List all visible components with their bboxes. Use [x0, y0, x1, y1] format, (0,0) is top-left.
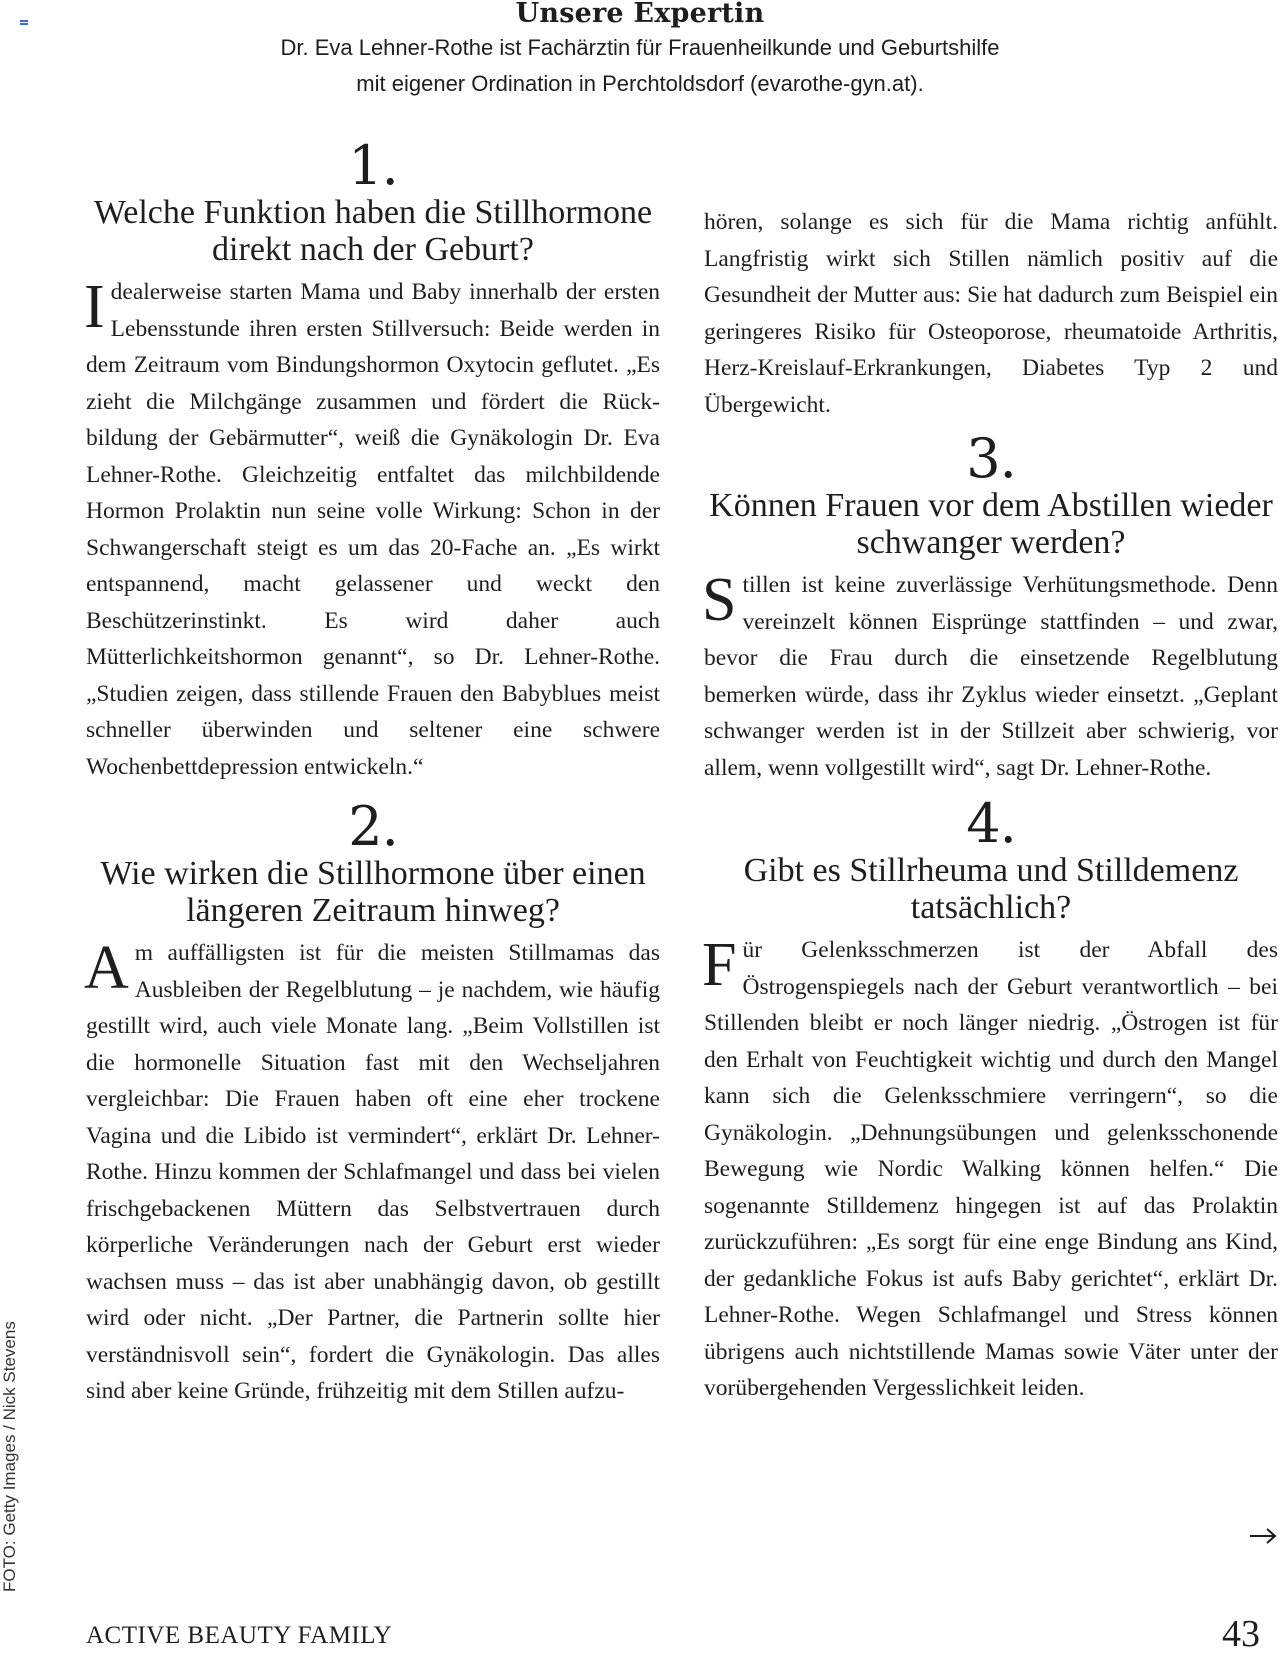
column-right — [704, 204, 1278, 1407]
section-2-heading: Wie wirken die Stillhormone über einen längeren Zeitraum hinweg? — [100, 855, 646, 929]
expert-box — [200, 0, 1080, 102]
section-1-body — [86, 274, 660, 785]
section-2-dropcap: A — [84, 934, 129, 1002]
section-3-body — [704, 567, 1278, 786]
section-3-number: 3. — [966, 427, 1016, 490]
section-1-number: 1. — [348, 134, 398, 197]
corner-mark-icon — [20, 20, 28, 27]
section-4-body — [704, 932, 1278, 1407]
page-number: 43 — [1222, 1613, 1260, 1655]
section-2-body — [86, 935, 660, 1410]
section-1-heading: Welche Funktion haben die Stillhormone direkt nach der Geburt? — [93, 194, 653, 268]
expert-line-2: mit eigener Ordination in Perchtoldsdorf (evarothe-gyn.at). — [356, 71, 924, 96]
expert-description — [200, 30, 1080, 102]
section-2-text-part1: m auffälligsten ist für die meisten Stillmamas das Ausbleiben der Regelblutung – je nachdem, wie häufig gestillt wird, auch viele Monate lang. „Beim Vollstillen ist die hormonelle Situation fast mit den Wechseljahren vergleichbar: Die Frauen haben oft eine eher trockene Vagina und die Libido ist vermindert“, erklärt Dr. Lehner-Rothe. Hinzu kommen der Schlafmangel und dass bei vielen frischgebackenen Müttern das Selbstvertrauen durch körperliche Veränderungen nach der Geburt erst wieder wachsen muss – das ist aber unabhängig davon, ob gestillt wird oder nicht. „Der Partner, die Partnerin sollte hier verständnisvoll sein“, fordert die Gynäkologin. Das alles sind aber keine Gründe, frühzeitig mit dem Stillen aufzu- — [86, 940, 660, 1404]
section-3-dropcap: S — [702, 566, 737, 634]
arrow-right-icon[interactable] — [1248, 1526, 1278, 1546]
section-2-number: 2. — [348, 795, 398, 858]
section-1-text: dealerweise starten Mama und Baby innerhalb der ersten Lebensstunde ihren ersten Stillversuch: Beide werden in dem Zeitraum vom Bindungshormon Oxytocin geflutet. „Es zieht die Milchgänge zusammen und fördert die Rückbildung der Gebärmutter“, weiß die Gynäkologin Dr. Eva Lehner-Rothe. Gleichzeitig entfaltet das milchbildende Hormon Prolaktin nun seine volle Wirkung: Schon in der Schwangerschaft steigt es um das 20-Fache an. „Es wirkt entspannend, macht gelassener und weckt den Beschützerinstinkt. Es wird daher auch Mütterlichkeitshormon genannt“, so Dr. Lehner-Rothe. „Studien zeigen, dass stillende Frauen den Babyblues meist schneller überwinden und seltener eine schwere Wochenbettdepression entwickeln.“ — [86, 279, 660, 780]
expert-line-1: Dr. Eva Lehner-Rothe ist Fachärztin für Frauenheilkunde und Geburtshilfe — [280, 35, 1000, 60]
photo-credit: FOTO: Getty Images / Nick Stevens — [0, 1321, 19, 1592]
section-4-dropcap: F — [702, 931, 737, 999]
section-3-heading: Können Frauen vor dem Abstillen wieder schwanger werden? — [709, 487, 1273, 561]
expert-title: Unsere Expertin — [515, 0, 765, 29]
section-4-number: 4. — [966, 792, 1016, 855]
magazine-name: ACTIVE BEAUTY FAMILY — [86, 1622, 393, 1649]
section-3-text: tillen ist keine zuverlässige Verhütungsmethode. Denn vereinzelt können Eisprünge stattfinden – und zwar, bevor die Frau durch die einsetzende Regelblutung bemerken würde, dass ihr Zyklus wieder einsetzt. „Geplant schwanger werden ist in der Stillzeit aber schwierig, vor allem, wenn vollgestillt wird“, sagt Dr. Lehner-Rothe. — [704, 572, 1278, 781]
section-2-continued: hören, solange es sich für die Mama richtig anfühlt. Langfristig wirkt sich Stillen nämlich positiv auf die Gesundheit der Mutter aus: Sie hat dadurch zum Beispiel ein geringeres Risiko für Osteoporose, rheumatoide Arthritis, Herz-Kreislauf-Erkrankungen, Diabetes Typ 2 und Übergewicht. — [704, 209, 1278, 418]
section-4-heading: Gibt es Stillrheuma und Stilldemenz tatsächlich? — [743, 852, 1239, 926]
section-4-text: ür Gelenksschmerzen ist der Abfall des Östrogenspiegels nach der Geburt verantwortlich – bei Stillenden bleibt er noch länger niedrig. „Östrogen ist für den Erhalt von Feuchtigkeit wichtig und durch den Mangel kann sich die Gelenksschmiere verringern“, so die Gynäkologin. „Dehnungsübungen und gelenksschonende Bewegung wie Nordic Walking können helfen.“ Die sogenannte Stilldemenz hingegen ist auf das Prolaktin zurückzuführen: „Es sorgt für eine enge Bindung ans Kind, der gedankliche Fokus ist aufs Baby gerichtet“, erklärt Dr. Lehner-Rothe. Wegen Schlafmangel und Stress können übrigens auch nichtstillende Mamas sowie Väter unter der vorübergehenden Vergesslichkeit leiden. — [704, 937, 1278, 1401]
section-1-dropcap: I — [84, 273, 105, 341]
column-left — [84, 134, 660, 1410]
